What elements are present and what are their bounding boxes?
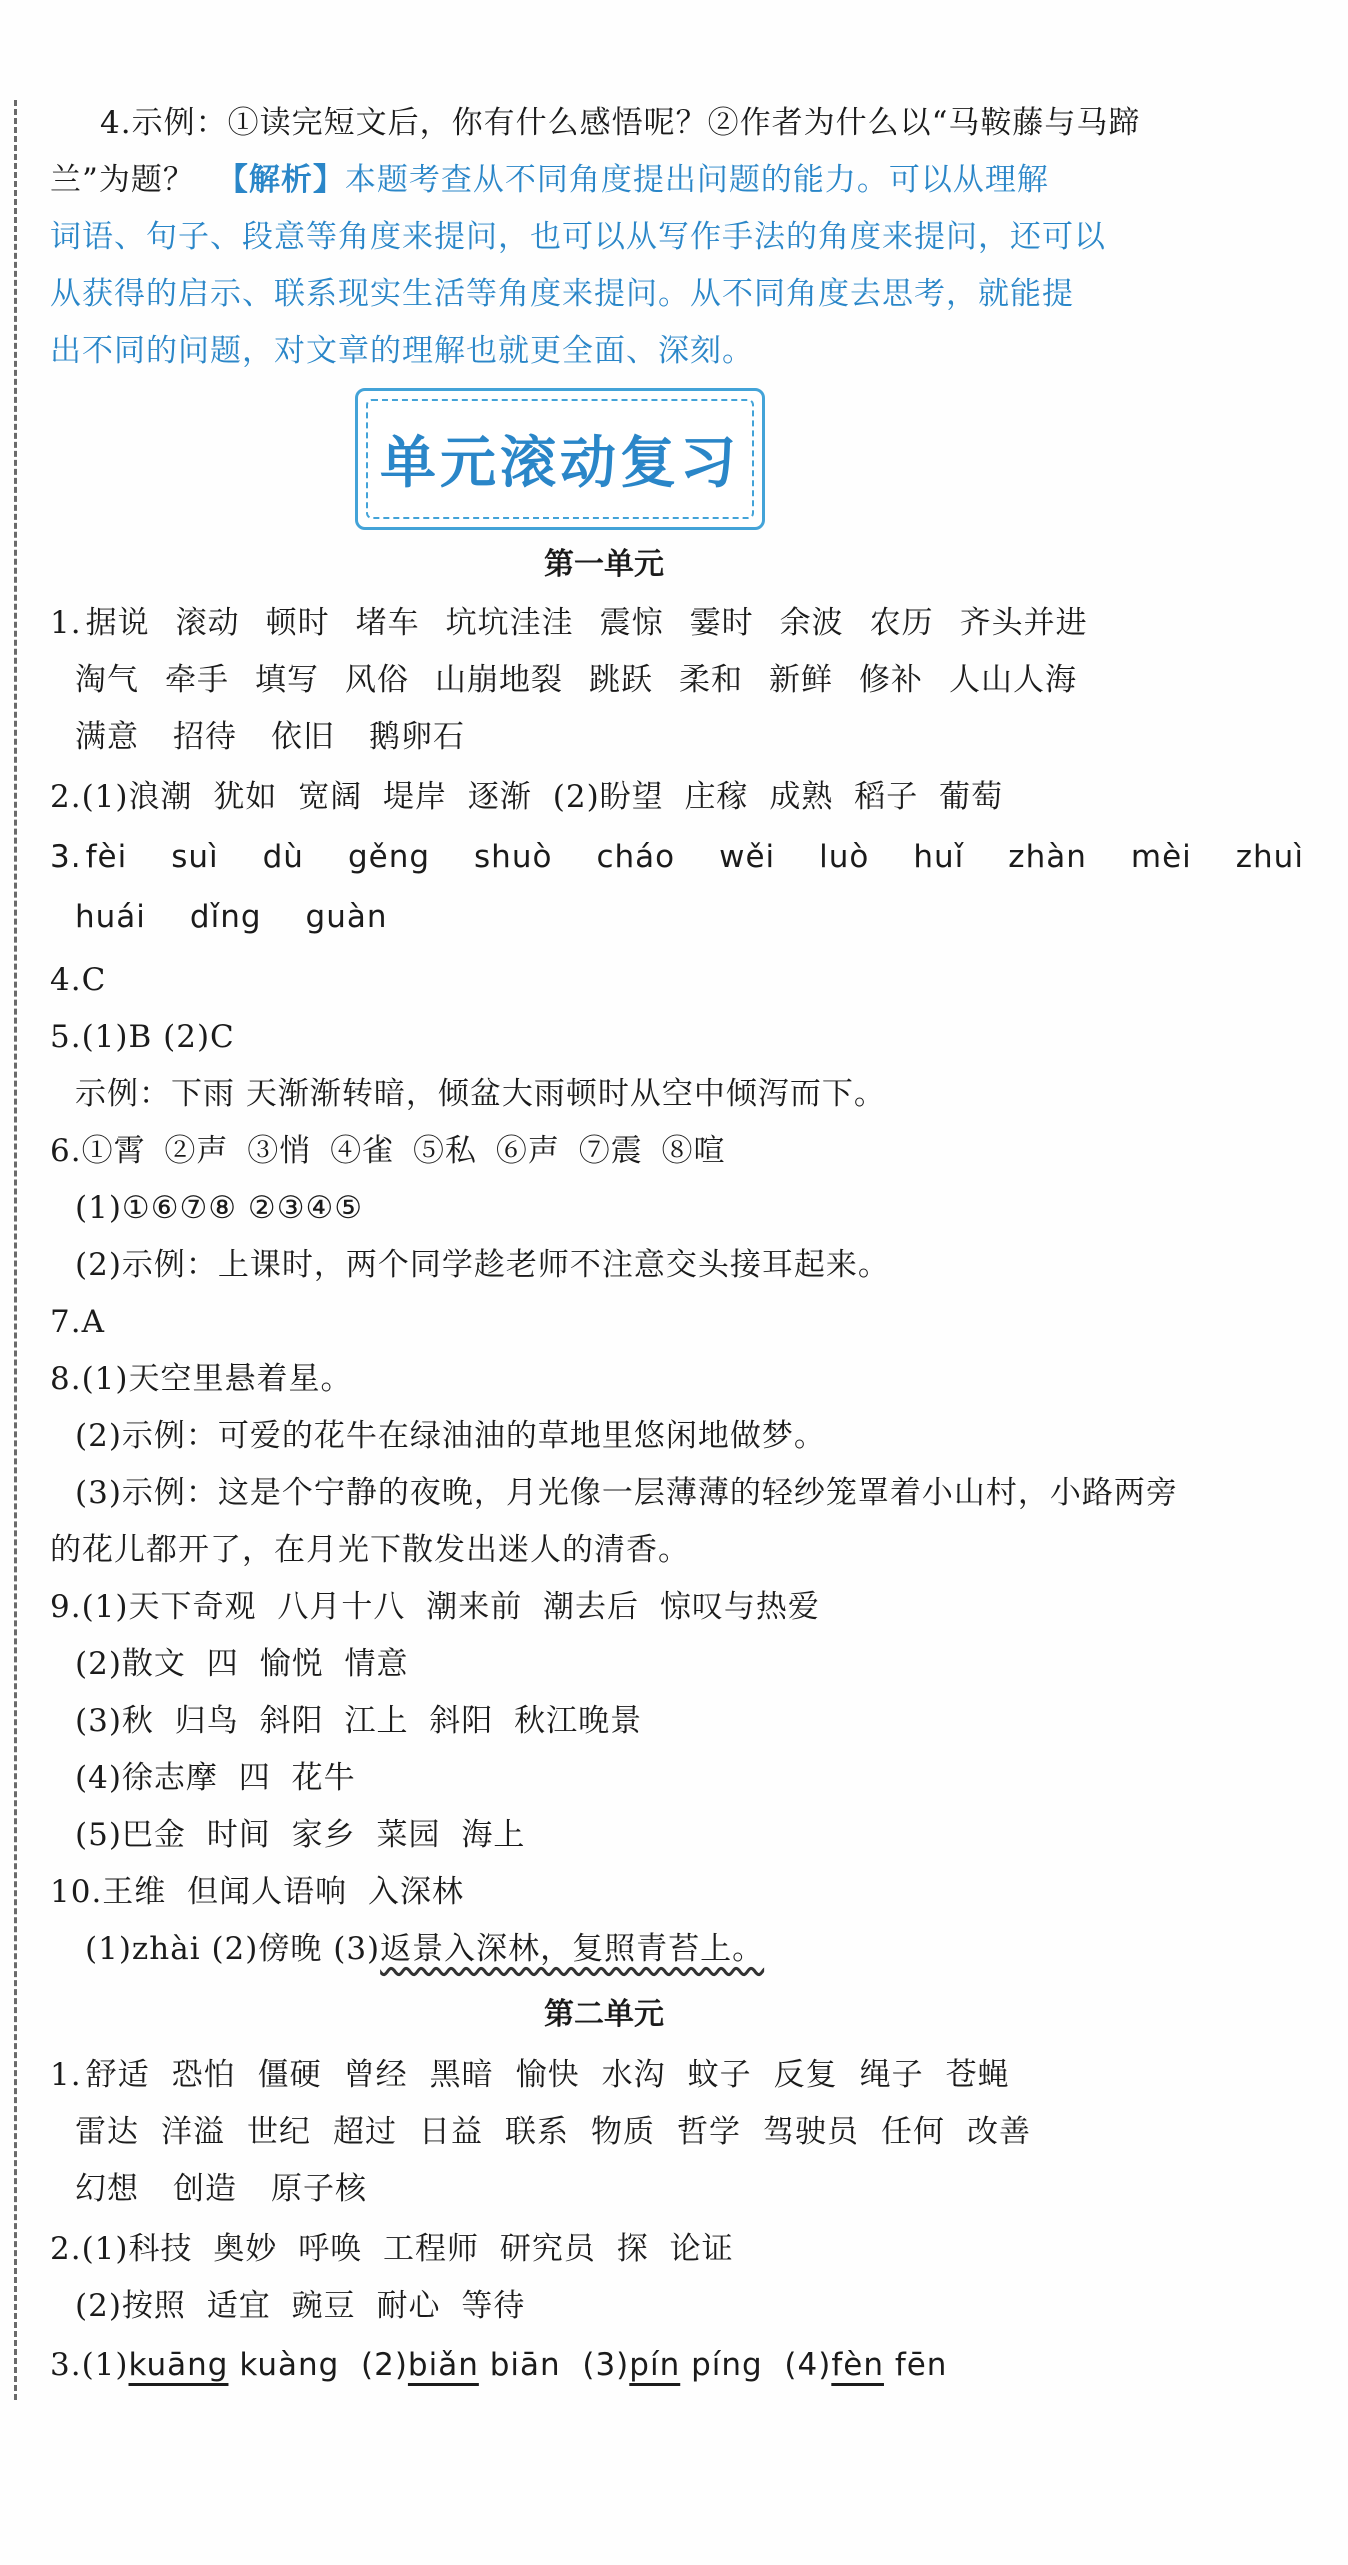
unit1-q8-1: 8.(1)天空里悬着星。 xyxy=(50,1361,353,1397)
unit2-q3-part-c: biān (3) xyxy=(478,2347,630,2383)
q4-example-line2-text: 兰”为题？ xyxy=(50,162,195,198)
vocab-word: 顿时 xyxy=(265,605,330,641)
pinyin-answer: fèi xyxy=(85,839,128,875)
pinyin-answer: dǐng xyxy=(189,899,262,935)
vocab-word: 哲学 xyxy=(677,2114,741,2150)
unit2-q3-pinyin-3: pín xyxy=(629,2347,681,2383)
vocab-word: 坑坑洼洼 xyxy=(445,605,574,641)
unit2-heading: 第二单元 xyxy=(544,1997,664,2032)
pinyin-answer: zhàn xyxy=(1008,839,1087,875)
vocab-word: 牵手 xyxy=(165,662,229,698)
analysis-text-2: 词语、句子、段意等角度来提问，也可以从写作手法的角度来提问，还可以 xyxy=(50,219,1106,255)
cut-line xyxy=(14,100,17,2400)
unit1-q10: 10.王维 但闻人语响 入深林 xyxy=(50,1874,465,1910)
unit2-q3-part-e: fēn xyxy=(883,2347,948,2383)
vocab-word: 滚动 xyxy=(175,605,240,641)
unit1-q9-1: 9.(1)天下奇观 八月十八 潮来前 潮去后 惊叹与热爱 xyxy=(50,1589,820,1625)
unit1-q3-row2 xyxy=(75,892,432,942)
unit1-q9-2: (2)散文 四 愉悦 情意 xyxy=(75,1646,409,1682)
vocab-word: 鹅卵石 xyxy=(369,719,465,755)
unit1-q9-4: (4)徐志摩 四 花牛 xyxy=(75,1760,356,1796)
unit1-q4: 4.C xyxy=(50,962,107,998)
unit2-q3-part-d: píng (4) xyxy=(680,2347,832,2383)
vocab-word: 依旧 xyxy=(271,719,335,755)
unit2-q2-1: 2.(1)科技 奥妙 呼唤 工程师 研究员 探 论证 xyxy=(50,2231,734,2267)
vocab-word: 原子核 xyxy=(271,2171,367,2207)
vocab-word: 跳跃 xyxy=(589,662,653,698)
vocab-word: 震惊 xyxy=(599,605,664,641)
vocab-word: 苍蝇 xyxy=(945,2057,1010,2093)
unit1-q6-2: (2)示例：上课时，两个同学趁老师不注意交头接耳起来。 xyxy=(75,1247,890,1283)
analysis-text-1: 本题考查从不同角度提出问题的能力。可以从理解 xyxy=(344,162,1049,198)
unit2-q3-pinyin-1: kuāng xyxy=(128,2347,229,2383)
unit1-q10-answers xyxy=(85,1924,764,1974)
unit1-q9-3: (3)秋 归鸟 斜阳 江上 斜阳 秋江晚景 xyxy=(75,1703,643,1739)
vocab-word: 愉快 xyxy=(515,2057,580,2093)
unit1-q8-2: (2)示例：可爱的花牛在绿油油的草地里悠闲地做梦。 xyxy=(75,1418,826,1454)
vocab-word: 堵车 xyxy=(355,605,420,641)
vocab-word: 水沟 xyxy=(601,2057,666,2093)
unit1-q1-number: 1. xyxy=(50,605,82,641)
pinyin-answer: cháo xyxy=(596,839,676,875)
vocab-word: 人山人海 xyxy=(949,662,1077,698)
vocab-word: 恐怕 xyxy=(171,2057,236,2093)
unit1-q10-answers-text: (1)zhài (2)傍晚 (3) xyxy=(85,1931,381,1967)
unit1-heading: 第一单元 xyxy=(544,547,664,582)
unit1-q1-row1 xyxy=(50,598,1114,648)
vocab-word: 改善 xyxy=(967,2114,1031,2150)
unit2-q3-pinyin-4: fèn xyxy=(831,2347,884,2383)
pinyin-answer: gěng xyxy=(347,839,431,875)
unit2-q3-pinyin-2: biǎn xyxy=(407,2347,479,2383)
pinyin-answer: shuò xyxy=(474,839,553,875)
vocab-word: 蚊子 xyxy=(687,2057,752,2093)
vocab-word: 风俗 xyxy=(345,662,409,698)
vocab-word: 填写 xyxy=(255,662,319,698)
unit1-q10-wavy-line: 返景入深林，复照青苔上。 xyxy=(380,1931,765,1967)
pinyin-answer: dù xyxy=(262,839,304,875)
vocab-word: 山崩地裂 xyxy=(435,662,563,698)
vocab-word: 洋溢 xyxy=(161,2114,225,2150)
unit1-q8-3a: (3)示例：这是个宁静的夜晚，月光像一层薄薄的轻纱笼罩着小山村，小路两旁 xyxy=(75,1475,1178,1511)
unit1-q9-5: (5)巴金 时间 家乡 菜园 海上 xyxy=(75,1817,526,1853)
vocab-word: 柔和 xyxy=(679,662,743,698)
pinyin-answer: mèi xyxy=(1130,839,1192,875)
unit1-q6: 6.①霄 ②声 ③悄 ④雀 ⑤私 ⑥声 ⑦震 ⑧喧 xyxy=(50,1133,726,1169)
q4-example-line2 xyxy=(50,155,1049,205)
q4-example-line1: 4.示例：①读完短文后，你有什么感悟呢？②作者为什么以“马鞍藤与马蹄 xyxy=(100,105,1141,141)
vocab-word: 超过 xyxy=(333,2114,397,2150)
unit1-q3-number: 3. xyxy=(50,839,82,875)
vocab-word: 幻想 xyxy=(75,2171,139,2207)
unit2-q3 xyxy=(50,2340,947,2390)
pinyin-answer: zhuì xyxy=(1235,839,1304,875)
vocab-word: 黑暗 xyxy=(429,2057,494,2093)
pinyin-answer: wěi xyxy=(719,839,776,875)
vocab-word: 舒适 xyxy=(85,2057,150,2093)
unit1-q5-example: 示例：下雨 天渐渐转暗，倾盆大雨顿时从空中倾泻而下。 xyxy=(75,1076,886,1112)
vocab-word: 反复 xyxy=(773,2057,838,2093)
vocab-word: 霎时 xyxy=(689,605,754,641)
vocab-word: 农历 xyxy=(869,605,934,641)
pinyin-answer: guàn xyxy=(305,899,388,935)
unit2-q1-row1 xyxy=(50,2050,1032,2100)
unit1-q8-3b: 的花儿都开了，在月光下散发出迷人的清香。 xyxy=(50,1532,690,1568)
analysis-text-3: 从获得的启示、联系现实生活等角度来提问。从不同角度去思考，就能提 xyxy=(50,276,1074,312)
unit2-q3-part-a: 3.(1) xyxy=(50,2347,129,2383)
unit1-q2: 2.(1)浪潮 犹如 宽阔 堤岸 逐渐 (2)盼望 庄稼 成熟 稻子 葡萄 xyxy=(50,779,1004,815)
vocab-word: 世纪 xyxy=(247,2114,311,2150)
unit1-q1-row3 xyxy=(75,712,499,762)
unit1-q3-row1 xyxy=(50,832,1348,882)
vocab-word: 曾经 xyxy=(343,2057,408,2093)
unit2-q1-row2 xyxy=(75,2107,1053,2157)
vocab-word: 僵硬 xyxy=(257,2057,322,2093)
pinyin-answer: luò xyxy=(819,839,870,875)
unit1-q1-row2 xyxy=(75,655,1103,705)
vocab-word: 据说 xyxy=(85,605,150,641)
vocab-word: 创造 xyxy=(173,2171,237,2207)
banner-title: 单元滚动复习 xyxy=(380,431,740,496)
unit2-q2-2: (2)按照 适宜 豌豆 耐心 等待 xyxy=(75,2288,526,2324)
vocab-word: 齐头并进 xyxy=(959,605,1088,641)
unit1-q6-1: (1)①⑥⑦⑧ ②③④⑤ xyxy=(75,1190,364,1226)
unit1-q7: 7.A xyxy=(50,1304,105,1340)
pinyin-answer: huǐ xyxy=(913,839,965,875)
vocab-word: 招待 xyxy=(173,719,237,755)
vocab-word: 新鲜 xyxy=(769,662,833,698)
vocab-word: 绳子 xyxy=(859,2057,924,2093)
vocab-word: 任何 xyxy=(881,2114,945,2150)
vocab-word: 驾驶员 xyxy=(763,2114,859,2150)
pinyin-answer: suì xyxy=(171,839,219,875)
vocab-word: 满意 xyxy=(75,719,139,755)
pinyin-answer: huái xyxy=(75,899,146,935)
analysis-text-4: 出不同的问题，对文章的理解也就更全面、深刻。 xyxy=(50,333,754,369)
unit2-q1-row3 xyxy=(75,2164,401,2214)
vocab-word: 雷达 xyxy=(75,2114,139,2150)
unit2-q1-number: 1. xyxy=(50,2057,82,2093)
vocab-word: 物质 xyxy=(591,2114,655,2150)
vocab-word: 余波 xyxy=(779,605,844,641)
analysis-tag: 【解析】 xyxy=(216,162,345,198)
unit1-q5: 5.(1)B (2)C xyxy=(50,1019,235,1055)
vocab-word: 日益 xyxy=(419,2114,483,2150)
section-banner xyxy=(355,388,765,530)
unit2-q3-part-b: kuàng (2) xyxy=(228,2347,408,2383)
vocab-word: 联系 xyxy=(505,2114,569,2150)
vocab-word: 修补 xyxy=(859,662,923,698)
vocab-word: 淘气 xyxy=(75,662,139,698)
